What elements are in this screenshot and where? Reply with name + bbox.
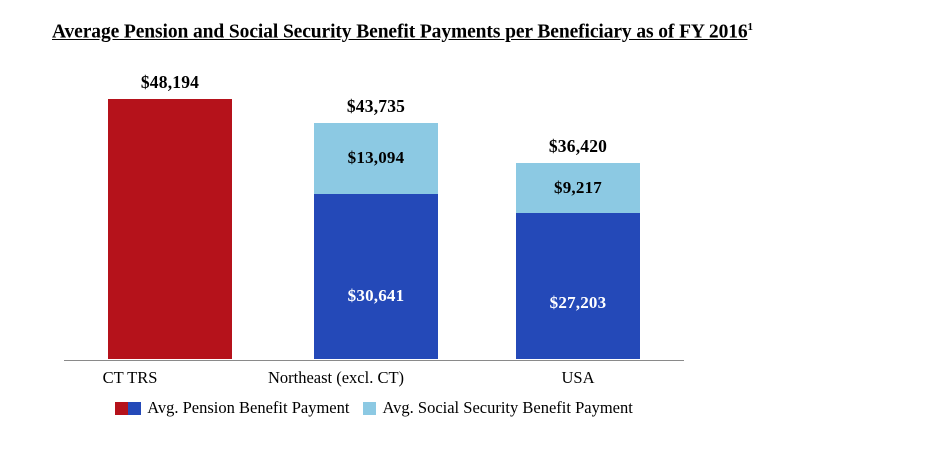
bar-segment-social-security[interactable] xyxy=(516,163,640,213)
legend-item-social-security[interactable] xyxy=(363,398,632,418)
bar-segment-value-label: $27,203 xyxy=(549,293,607,313)
category-label-northeast: Northeast (excl. CT) xyxy=(267,368,405,387)
bar-segment-value-label: $13,094 xyxy=(347,148,405,168)
bar-segment-pension[interactable] xyxy=(516,213,640,360)
chart-legend xyxy=(64,398,684,418)
category-label-usa: USA xyxy=(561,368,595,387)
chart-title xyxy=(52,14,872,46)
bar-segment-pension[interactable] xyxy=(108,99,232,359)
bar-segment-value-label: $30,641 xyxy=(347,286,405,306)
bar-total-label: $43,735 xyxy=(346,96,406,116)
bar-group-usa xyxy=(516,136,640,359)
legend-label: Avg. Social Security Benefit Payment xyxy=(382,398,633,417)
category-label-ct-trs: CT TRS xyxy=(102,368,158,387)
bar-total-label: $36,420 xyxy=(548,136,608,156)
chart-title-text: Average Pension and Social Security Benefit Payments per Beneficiary as of FY 2016 xyxy=(52,21,748,43)
legend-label: Avg. Pension Benefit Payment xyxy=(147,398,350,417)
bar-segment-pension[interactable] xyxy=(314,194,438,360)
bar-group-ct-trs xyxy=(108,72,232,359)
x-axis-line xyxy=(64,360,684,361)
bar-segment-social-security[interactable] xyxy=(314,123,438,194)
bar-total-label: $48,194 xyxy=(140,72,200,92)
chart-title-footnote-marker: 1 xyxy=(747,21,753,33)
bar-segment-value-label: $9,217 xyxy=(554,177,602,197)
bar-group-northeast xyxy=(314,96,438,359)
legend-swatch-icon xyxy=(115,402,141,415)
legend-item-pension[interactable] xyxy=(115,398,349,418)
plot-area xyxy=(64,72,684,387)
legend-swatch-icon xyxy=(363,402,376,415)
